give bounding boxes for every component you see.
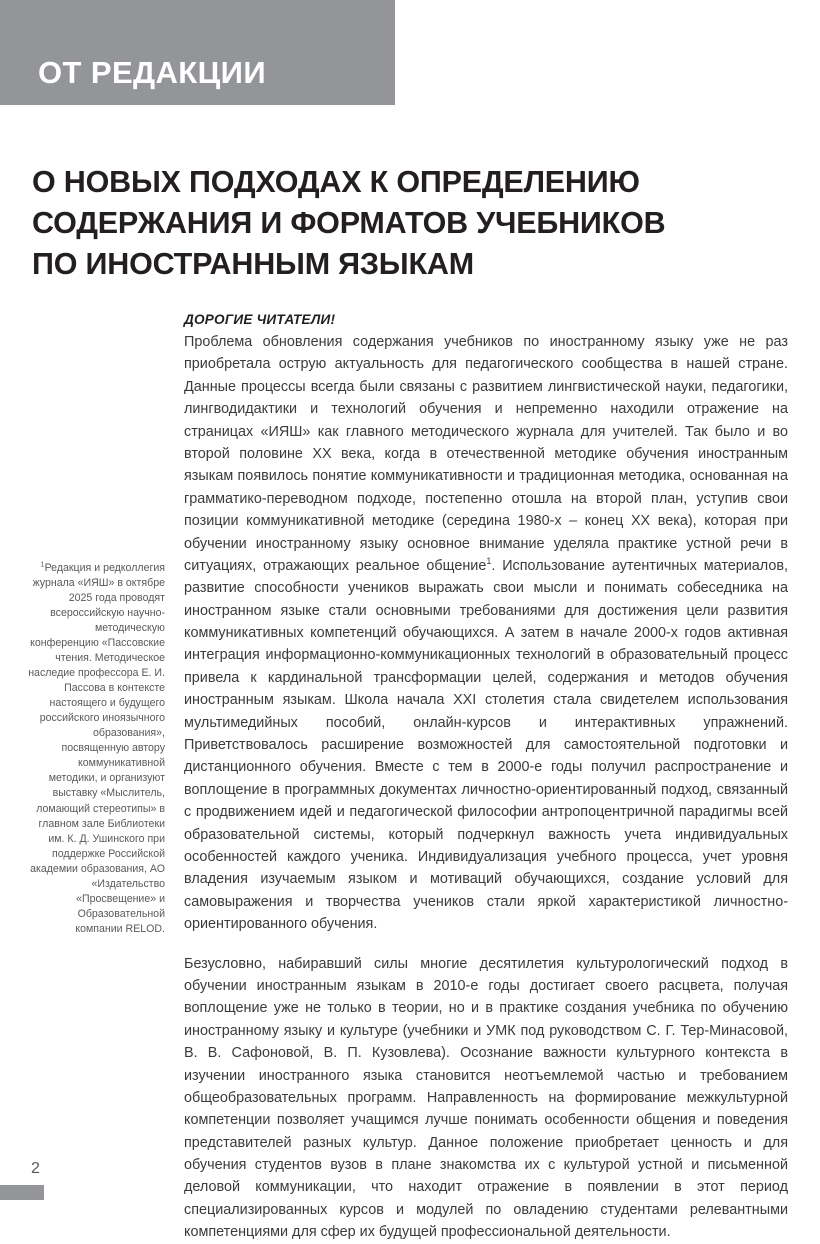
margin-footnote xyxy=(28,561,165,937)
paragraph-1-segment-b: . Использование аутентичных материалов, развитие способности учеников выражать свои мысли и понимать собеседника на иностранном языке стали основными требованиями для достижения цели развития коммуникативных компетенций обучающихся. А затем в начале 2000-х годов активная интеграция информационно-коммуникационных технологий в образовательный процесс привела к кардинальной трансформации целей, содержания и методов обучения иностранным языкам. Школа начала XXI столетия стала свидетелем использования мультимедийных пособий, онлайн-курсов и интерактивных упражнений. Приветствовалось расширение возможностей для самостоятельной подготовки и дистанционного обучения. Вместе с тем в 2000-е годы получил распространение и воплощение в программных документах личностно-ориентированный подход, связанный с продвижением идей и педагогической философии антропоцентричной парадигмы всей образовательной системы, который подчеркнул важность учета индивидуальных особенностей каждого ученика. Индивидуализация учебного процесса, учет уровня владения изучаемым языком и мотиваций обучающихся, создание условий для самовыражения и творчества учеников стали яркой характеристикой личностно-ориентированного обучения. xyxy=(184,557,788,933)
article-title-line-2: СОДЕРЖАНИЯ И ФОРМАТОВ УЧЕБНИКОВ xyxy=(32,206,666,241)
body-paragraph-1 xyxy=(184,331,788,936)
page-number: 2 xyxy=(31,1160,40,1177)
lead-in-salutation: ДОРОГИЕ ЧИТАТЕЛИ! xyxy=(184,312,336,327)
article-title-line-3: ПО ИНОСТРАННЫМ ЯЗЫКАМ xyxy=(32,247,474,282)
footnote-marker: 1 xyxy=(40,559,45,569)
footnote-reference: 1 xyxy=(486,556,492,567)
article-title xyxy=(32,162,792,285)
rubric-banner xyxy=(0,0,395,105)
footnote-text: Редакция и редколлегия журнала «ИЯШ» в октябре 2025 года проводят всероссийскую научно-методическую конференцию «Пассовские чтения. Методическое наследие профессора Е. И. Пассова в контексте настоящего и будущего российского иноязычного образования», посвященную автору коммуникативной методики, и организуют выставку «Мыслитель, ломающий стереотипы» в главном зале Библиотеки им. К. Д. Ушинского при поддержке Российской академии образования, АО «Издательство «Просвещение» и Образовательной компании RELOD. xyxy=(28,562,165,935)
bottom-edge-marker xyxy=(0,1185,44,1200)
paragraph-1-segment-a: Проблема обновления содержания учебников по иностранному языку уже не раз приобретала острую актуальность для педагогического сообщества в нашей стране. Данные процессы всегда были связаны с развитием лингвистической науки, педагогики, лингводидактики и технологий обучения и непременно находили отражение на страницах «ИЯШ» как главного методического журнала для учителей. Так было и во второй половине XX века, когда в отечественной методике обучения иностранным языкам появилось понятие коммуникативности и традиционная методика, основанная на грамматико-переводном подходе, постепенно отошла на второй план, уступив свои позиции коммуникативной методике (середина 1980-х – конец XX века), которая при обучении иностранному языку основное внимание уделяла практике устной речи в ситуациях, отражающих реальное общение xyxy=(184,334,788,574)
rubric-label: ОТ РЕДАКЦИИ xyxy=(38,55,267,90)
article-title-line-1: О НОВЫХ ПОДХОДАХ К ОПРЕДЕЛЕНИЮ xyxy=(32,165,640,200)
body-paragraph-2: Безусловно, набиравший силы многие десятилетия культурологический подход в обучении иностранным языкам в 2010-е годы достигает своего расцвета, получая воплощение уже не только в теории, но и в практике создания учебника по обучению иностранному языку и культуре (учебники и УМК под руководством С. Г. Тер-Минасовой, В. В. Сафоновой, В. П. Кузовлева). Осознание важности культурного контекста в изучении иностранного языка становится неотъемлемой частью и требованием общеобразовательных программ. Направленность на формирование межкультурной компетенции позволяет учащимся лучше понимать особенности общения и поведения представителей разных культур. Данное положение приобретает ценность и для обучения студентов вузов в плане знакомства их с культурой устной и письменной деловой коммуникации, что находит отражение в появлении в этот период специализированных курсов и модулей по овладению студентами релевантными компетенциями для сфер их будущей профессиональной деятельности. xyxy=(184,955,788,1241)
article-body xyxy=(184,312,788,1244)
